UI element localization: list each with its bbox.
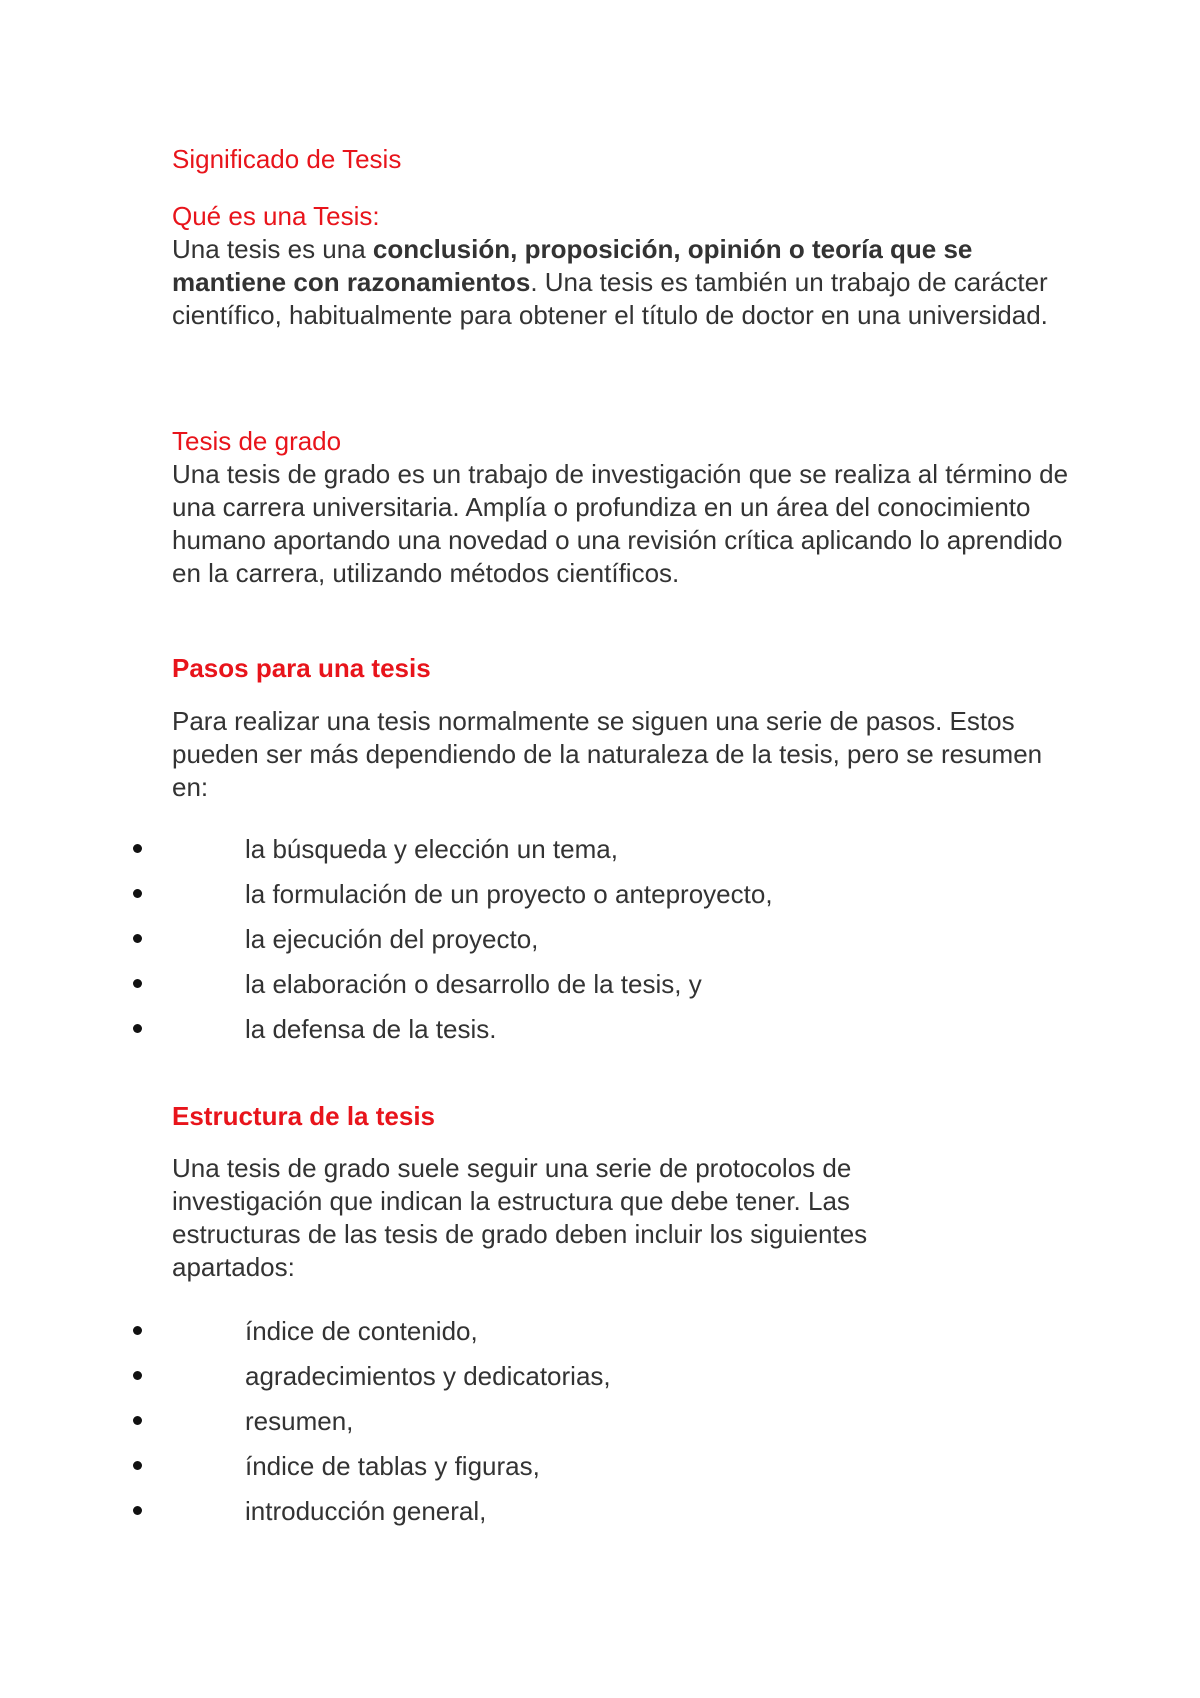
estructura-list-item-text: introducción general, <box>245 1496 487 1526</box>
estructura-intro-paragraph: Una tesis de grado suele seguir una serie de protocolos de investigación que indican la estructura que debe tener. Las estructuras de las tesis de grado deben incluir los siguientes apartados: <box>172 1153 868 1282</box>
estructura-list-item <box>0 1495 1100 1540</box>
estructura-list-item <box>0 1450 1100 1495</box>
bullet-icon <box>133 1024 142 1033</box>
bullet-icon <box>133 1506 142 1515</box>
estructura-list-item-text: índice de tablas y figuras, <box>245 1451 540 1481</box>
que-es-text-start: Una tesis es una <box>172 234 373 264</box>
section-heading-estructura: Estructura de la tesis <box>172 1101 435 1131</box>
pasos-list-item <box>0 968 1100 1013</box>
bullet-icon <box>133 1326 142 1335</box>
que-es-paragraph <box>172 233 1052 332</box>
pasos-list-item-text: la ejecución del proyecto, <box>245 924 539 954</box>
pasos-list-item <box>0 833 1100 878</box>
pasos-list-item <box>0 923 1100 968</box>
pasos-intro-paragraph: Para realizar una tesis normalmente se siguen una serie de pasos. Estos pueden ser más dependiendo de la naturaleza de la tesis, pero se resumen en: <box>172 706 1043 802</box>
bullet-icon <box>133 889 142 898</box>
pasos-list-item-text: la defensa de la tesis. <box>245 1014 497 1044</box>
estructura-list-item-text: agradecimientos y dedicatorias, <box>245 1361 611 1391</box>
estructura-list-item-text: resumen, <box>245 1406 354 1436</box>
document-title: Significado de Tesis <box>172 144 402 174</box>
que-es-text-end: . Una tesis es también un trabajo de carácter científico, habitualmente para obtener el título de doctor en una universidad. <box>172 267 1048 330</box>
bullet-icon <box>133 1371 142 1380</box>
pasos-list-item <box>0 878 1100 923</box>
section-heading-que-es: Qué es una Tesis: <box>172 201 380 231</box>
estructura-list-item <box>0 1360 1100 1405</box>
pasos-list <box>0 833 1100 1058</box>
pasos-list-item <box>0 1013 1100 1058</box>
estructura-list <box>0 1315 1100 1540</box>
que-es-text-bold: conclusión, proposición, opinión o teoría que se mantiene con razonamientos <box>172 234 973 297</box>
bullet-icon <box>133 844 142 853</box>
pasos-list-item-text: la formulación de un proyecto o anteproyecto, <box>245 879 773 909</box>
section-heading-pasos: Pasos para una tesis <box>172 653 431 683</box>
bullet-icon <box>133 934 142 943</box>
tesis-de-grado-paragraph: Una tesis de grado es un trabajo de investigación que se realiza al término de una carrera universitaria. Amplía o profundiza en un área del conocimiento humano aportando una novedad o una revisión crítica aplicando lo aprendido en la carrera, utilizando métodos científicos. <box>172 459 1069 588</box>
bullet-icon <box>133 979 142 988</box>
estructura-list-item-text: índice de contenido, <box>245 1316 478 1346</box>
section-heading-tesis-de-grado: Tesis de grado <box>172 426 342 456</box>
estructura-list-item <box>0 1315 1100 1360</box>
bullet-icon <box>133 1416 142 1425</box>
estructura-list-item <box>0 1405 1100 1450</box>
pasos-list-item-text: la elaboración o desarrollo de la tesis, y <box>245 969 702 999</box>
pasos-list-item-text: la búsqueda y elección un tema, <box>245 834 618 864</box>
bullet-icon <box>133 1461 142 1470</box>
